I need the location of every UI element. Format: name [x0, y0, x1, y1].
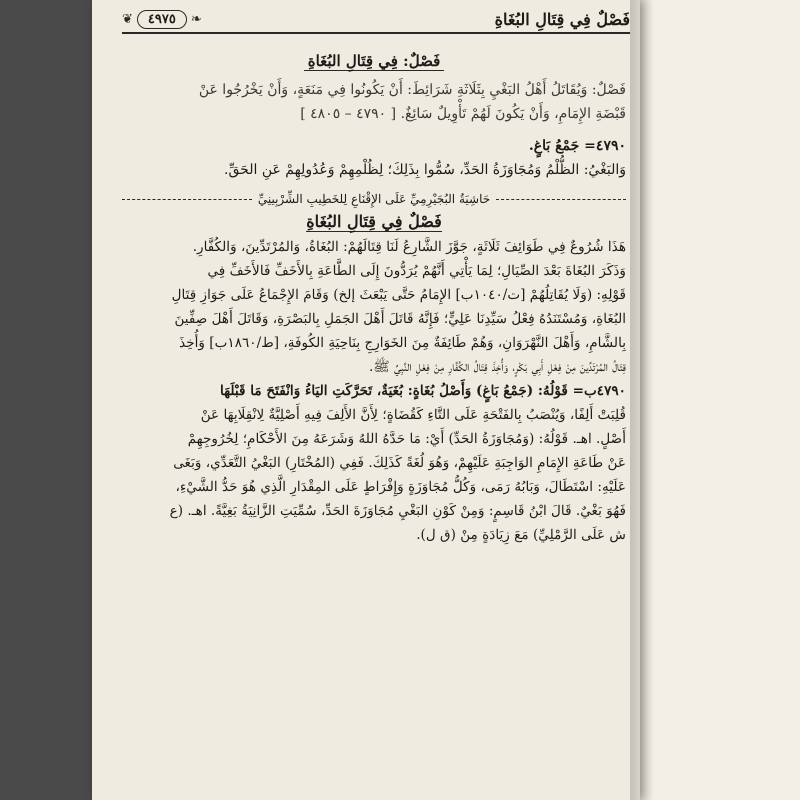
sharh-line: هَذَا شُرُوعٌ فِي طَوَائِفَ ثَلَاثَةٍ، جَوَّزَ الشَّارِعُ لَنَا قِتَالَهُمْ: البُغَاةُ، وَالمُرْتَدِّينَ، وَالكُفَّارِ. — [192, 239, 626, 255]
divider-label: حَاشِيَةُ البُجَيْرِمِيِّ عَلَى الإِقْنَاعِ لِلخَطِيبِ الشِّرْبِينِيِّ — [257, 192, 491, 206]
sharh-block — [122, 235, 626, 547]
sharh-line: فَهُوَ بَغْيٌ. قَالَ ابْنُ قَاسِمٍ: وَمِنْ كَوْنِ البَغْيِ مُجَاوَزَةَ الحَدِّ، سُمِّيَتِ الزَّانِيَةُ بَغِيَّةً. اهـ. (ع — [169, 503, 626, 519]
sharh-line: وَذَكَرَ البُغَاةَ بَعْدَ الصِّيَالِ؛ لِمَا يَأْتِي أَنَّهُمْ يُرَدُّونَ إِلَى الطَّاعَةِ بِالأَخَفِّ فَالأَخَفِّ فِي — [207, 263, 626, 279]
divider-line — [122, 199, 252, 200]
matn-line — [122, 102, 626, 126]
sharh-line: عَلَيْهِ: اسْتَطَالَ، وَبَابُهُ رَمَى، وَكُلُّ مُجَاوَزَةٍ وَإِفْرَاطٍ عَلَى المِقْدَارِ الَّذِي هُوَ حَدُّ الشَّيْءِ، — [175, 479, 626, 495]
matn-line-text: قَبْضَةِ الإِمَامِ، وَأَنْ يَكُونَ لَهُمْ تَأْوِيلٌ سَائِغٌ. — [400, 106, 626, 122]
sharh-line: قَوْلِهِ: (وَلَا يُقَاتِلُهُمْ [ت/١٠٤٠ب] الإِمَامُ حَتَّى يَبْعَثَ إلخ) وَقَامَ الإِجْمَاعُ عَلَى جَوَازِ قِتَالِ — [171, 287, 626, 303]
entry-4790: ٤٧٩٠= جَمْعُ بَاغٍ. — [528, 138, 626, 154]
sharh-line: قُلِبَتْ أَلِفًا، وَيُنْصَبُ بِالفَتْحَةِ عَلَى التَّاءِ كَقُضَاةٍ؛ لِأَنَّ الأَلِفَ فِيهِ أَصْلِيَّةٌ لِانْقِلَابِهَا عَنْ — [200, 407, 626, 423]
matn-block — [122, 78, 626, 126]
page-number: ٤٩٧٥ — [137, 10, 187, 29]
facing-page — [640, 0, 800, 800]
hashiya-title: فَصْلٌ فِي قِتَالِ البُغَاةِ — [306, 212, 442, 231]
sharh-line: بِالشَّامِ، وَأَهْلَ النَّهْرَوَانِ، وَهُمْ طَائِفَةٌ مِنَ الخَوَارِجِ بِنَاحِيَةِ الكُوفَةِ، [ط/١٨٦٠ب] وَأُخِذَ — [179, 335, 626, 351]
right-flourish-icon: ❧ — [190, 11, 202, 27]
page-body — [122, 48, 626, 547]
hashiya-divider — [122, 192, 626, 206]
page-number-ornament — [122, 10, 202, 29]
commentary-entry — [122, 134, 626, 182]
sharh-line: ش عَلَى الرَّمْلِيِّ) مَعَ زِيَادَةٍ مِنْ (ق ل). — [416, 527, 626, 543]
sharh-line: البُغَاةِ، وَمُسْتَنَدُهُ فِعْلُ سَيِّدِنَا عَلِيٍّ؛ فَإِنَّهُ قَاتَلَ أَهْلَ الجَمَلِ بِالبَصْرَةِ، وَقَاتَلَ أَهْلَ صِفِّينَ — [174, 311, 626, 327]
header-rule — [122, 32, 630, 34]
book-gutter-shadow — [630, 0, 652, 800]
left-flourish-icon: ❦ — [122, 11, 133, 27]
sharh-line: أَصْلٍ. اهـ. قَوْلُهُ: (وَمُجَاوَزَةُ الحَدِّ) أَيْ: مَا حَدَّهُ اللهُ وَشَرَعَهُ مِنَ الأَحْكَامِ؛ لِخُرُوجِهِمْ — [187, 431, 626, 447]
sharh-line: قِتَالُ المُرْتَدِّينَ مِنْ فِعْلِ أَبِي بَكْرٍ، وَأُخِذَ قِتَالُ الكُفَّارِ مِنْ فِعْلِ النَّبِيِّ ﷺ. — [368, 359, 626, 375]
section-title: فَصْلٌ: فِي قِتَالِ البُغَاةِ — [122, 52, 626, 70]
baghy-definition: وَالبَغْيُ: الظُّلْمُ وَمُجَاوَزَةُ الحَدِّ، سُمُّوا بِذَلِكَ؛ لِظُلْمِهِمْ وَعُدُولِهِمْ عَنِ الحَقِّ. — [224, 162, 626, 178]
book-page — [92, 0, 640, 800]
running-title: فَصْلٌ فِي قِتَالِ البُغَاةِ — [494, 9, 630, 29]
page-header — [122, 6, 630, 32]
matn-line: فَصْلٌ: وَيُقَاتَلُ أَهْلُ البَغْيِ بِثَلَاثَةِ شَرَائِطَ: أَنْ يَكُونُوا فِي مَنَعَةٍ، وَأَنْ يَخْرُجُوا عَنْ — [198, 82, 626, 98]
divider-line — [496, 199, 626, 200]
sharh-line: ٤٧٩٠ب= قَوْلُهُ: (جَمْعُ بَاغٍ) وَأَصْلُ بُغَاةٍ: بُغَيَةٌ، تَحَرَّكَتِ اليَاءُ وَانْفَتَحَ مَا قَبْلَهَا — [220, 383, 626, 399]
matn-references: [ ٤٧٩٠ – ٤٨٠٥ ] — [300, 106, 397, 122]
sharh-line: عَنْ طَاعَةِ الإِمَامِ الوَاجِبَةِ عَلَيْهِمْ، وَهُوَ لُغَةً كَذَلِكَ. فَفِي (المُخْتَارِ) البَغْيُ التَّعَدِّي، وَبَغَى — [173, 455, 626, 471]
